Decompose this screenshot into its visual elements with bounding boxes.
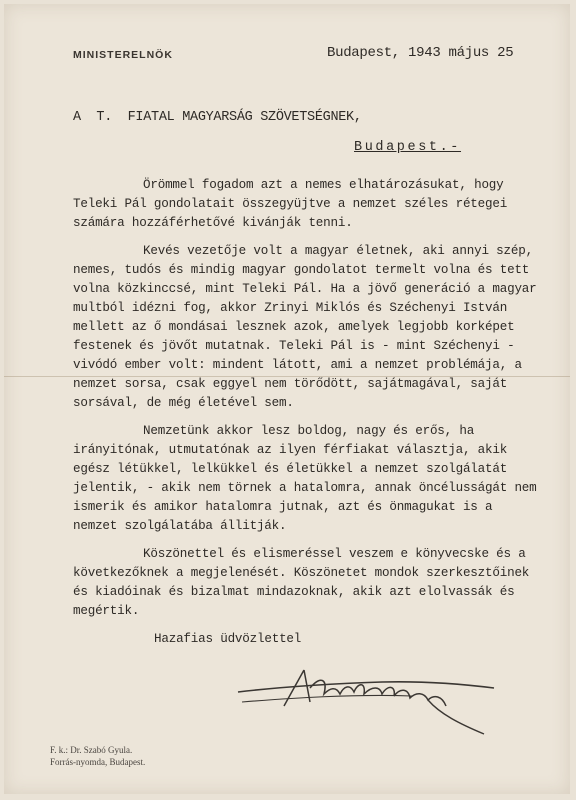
handwritten-signature: [232, 658, 502, 738]
closing: Hazafias üdvözlettel: [154, 632, 302, 646]
addressee-city: Budapest.-: [354, 140, 462, 155]
footer-line-2: Forrás-nyomda, Budapest.: [50, 757, 146, 767]
addressee: A T. FIATAL MAGYARSÁG SZÖVETSÉGNEK,: [73, 110, 362, 125]
paragraph-2: Kevés vezetője volt a magyar életnek, aki annyi szép, nemes, tudós és mindig magyar gondolatot termelt volna és tett volna közkinccsé, mint Teleki Pál. Ha a jövő generáció a magyar multból idézni fog, akkor Zrinyi Miklós és Széchenyi István mellett az ő mondásai lesznek azok, amelyek legjobb korképet festenek és jövőt mutatnak. Teleki Pál is - mint Széchenyi - vivódó ember volt: mindent látott, ami a nemzet problémája, a nemzet sorsa, csak eggyel nem törődött, sajátmagával, saját sorsával, de még életével sem.: [73, 244, 537, 410]
footer-line-1: F. k.: Dr. Szabó Gyula.: [50, 745, 133, 755]
letter-date: Budapest, 1943 május 25: [327, 45, 514, 61]
paragraph-1: Örömmel fogadom azt a nemes elhatározásukat, hogy Teleki Pál gondolatait összegyüjtve a nemzet széles rétegei számára hozzáférhetővé kivánják tenni.: [73, 178, 508, 230]
letterhead: MINISTERELNÖK: [73, 49, 173, 61]
paragraph-4: Köszönettel és elismeréssel veszem e könyvecske és a következőknek a megjelenését. Köszönetet mondok szerkesztőinek és kiadóinak és bizalmat mindazoknak, akik azt elolvassák és megértik.: [73, 547, 530, 618]
letter-body: [73, 176, 543, 630]
printer-footer: [50, 744, 145, 768]
paragraph-3: Nemzetünk akkor lesz boldog, nagy és erős, ha irányitónak, utmutatónak az ilyen férfiakat választja, akik egész létükkel, lelkükkel és életükkel a nemzet szolgálatát jelentik, - akik nem törnek a hatalomra, annak öncélusságát nem ismerik és amikor hatalomra jutnak, azt és önmagukat is a nemzet szolgálatába állitják.: [73, 424, 537, 533]
